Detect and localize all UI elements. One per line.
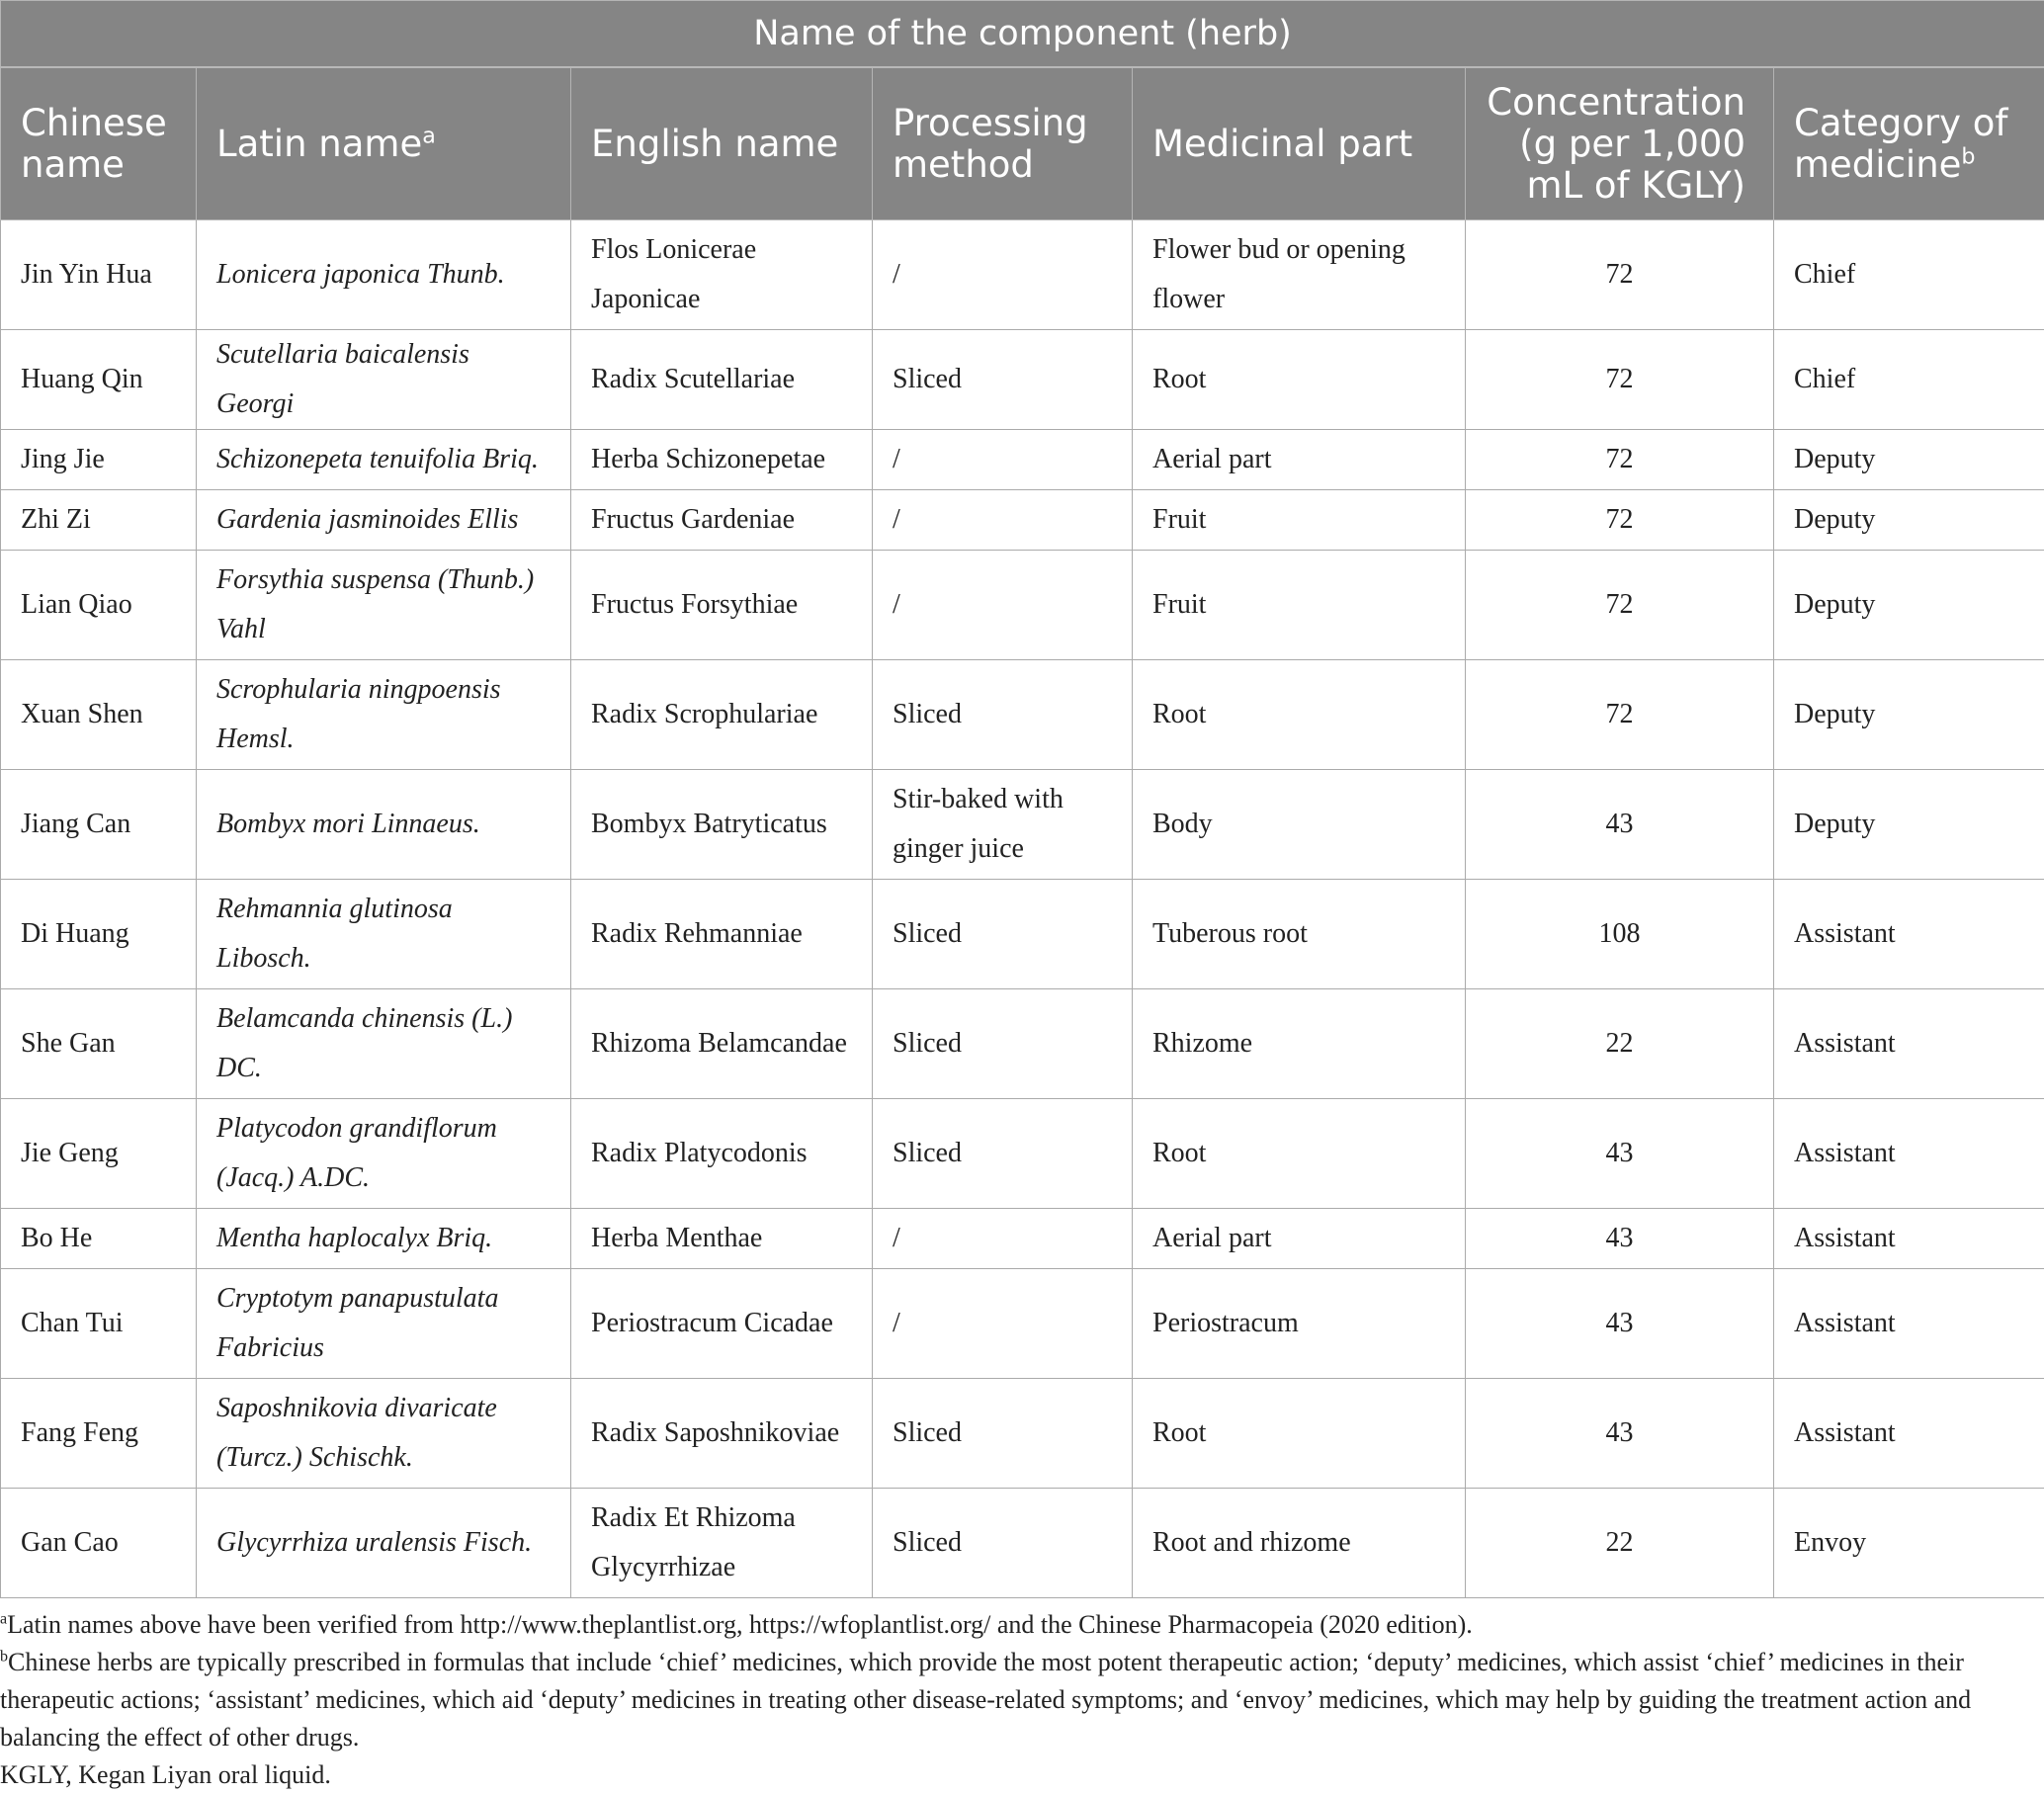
cell-processing: /: [873, 430, 1133, 490]
cell-category: Deputy: [1774, 660, 2044, 770]
cell-chinese: Zhi Zi: [1, 490, 197, 551]
table-row: [1, 660, 2044, 770]
column-header-latin: [197, 67, 571, 220]
cell-english: Radix Saposhnikoviae: [571, 1379, 873, 1489]
cell-part: Fruit: [1133, 551, 1466, 660]
column-header-label: Latin name: [216, 123, 422, 165]
table-row: [1, 220, 2044, 330]
cell-category: Envoy: [1774, 1489, 2044, 1598]
column-header-label: Concentration (g per 1,000 mL of KGLY): [1487, 81, 1746, 207]
column-header-part: [1133, 67, 1466, 220]
cell-processing: Sliced: [873, 1379, 1133, 1489]
cell-chinese: Jiang Can: [1, 770, 197, 880]
cell-latin: Gardenia jasminoides Ellis: [197, 490, 571, 551]
column-header-english: [571, 67, 873, 220]
group-header: Name of the component (herb): [1, 1, 2044, 68]
table-row: [1, 770, 2044, 880]
cell-part: Root: [1133, 660, 1466, 770]
cell-english: Rhizoma Belamcandae: [571, 989, 873, 1099]
footnotes: [0, 1598, 2036, 1794]
footnote: [0, 1606, 2036, 1644]
cell-category: Assistant: [1774, 989, 2044, 1099]
column-header-conc: [1466, 67, 1774, 220]
cell-part: Aerial part: [1133, 430, 1466, 490]
column-header-chinese: [1, 67, 197, 220]
cell-conc: 22: [1466, 1489, 1774, 1598]
cell-processing: Sliced: [873, 880, 1133, 989]
cell-processing: Sliced: [873, 330, 1133, 430]
cell-conc: 72: [1466, 660, 1774, 770]
cell-processing: /: [873, 551, 1133, 660]
footnote-text: Chinese herbs are typically prescribed in formulas that include ‘chief’ medicines, which provide the most potent therapeutic action; ‘deputy’ medicines, which assist ‘chief’ medicines in their therapeutic actions; ‘assistant’ medicines, which aid ‘deputy’ medicines in treating other disease-related symptoms; and ‘envoy’ medicines, which may help by guiding the treatment action and balancing the effect of other drugs.: [0, 1648, 1971, 1751]
cell-conc: 72: [1466, 430, 1774, 490]
cell-processing: Sliced: [873, 1489, 1133, 1598]
footnote-marker: a: [0, 1610, 7, 1627]
cell-latin: Scrophularia ningpoensis Hemsl.: [197, 660, 571, 770]
column-header-label: Category of medicine: [1794, 102, 2007, 186]
column-header-label: Medicinal part: [1152, 123, 1412, 165]
cell-chinese: She Gan: [1, 989, 197, 1099]
cell-english: Periostracum Cicadae: [571, 1269, 873, 1379]
table-row: [1, 490, 2044, 551]
cell-category: Deputy: [1774, 430, 2044, 490]
cell-english: Radix Et Rhizoma Glycyrrhizae: [571, 1489, 873, 1598]
cell-chinese: Di Huang: [1, 880, 197, 989]
cell-english: Fructus Gardeniae: [571, 490, 873, 551]
cell-part: Fruit: [1133, 490, 1466, 551]
cell-english: Bombyx Batryticatus: [571, 770, 873, 880]
column-header-label: English name: [591, 123, 838, 165]
cell-part: Tuberous root: [1133, 880, 1466, 989]
cell-english: Herba Menthae: [571, 1209, 873, 1269]
cell-latin: Glycyrrhiza uralensis Fisch.: [197, 1489, 571, 1598]
footnote-marker: b: [1961, 143, 1975, 169]
table-row: [1, 880, 2044, 989]
cell-category: Assistant: [1774, 1379, 2044, 1489]
cell-part: Root: [1133, 1099, 1466, 1209]
cell-latin: Mentha haplocalyx Briq.: [197, 1209, 571, 1269]
column-header-label: Processing method: [893, 102, 1088, 186]
cell-processing: /: [873, 1209, 1133, 1269]
cell-category: Chief: [1774, 330, 2044, 430]
cell-category: Assistant: [1774, 1099, 2044, 1209]
table-row: [1, 551, 2044, 660]
cell-chinese: Jie Geng: [1, 1099, 197, 1209]
cell-processing: Stir-baked with ginger juice: [873, 770, 1133, 880]
cell-part: Periostracum: [1133, 1269, 1466, 1379]
column-header-processing: [873, 67, 1133, 220]
cell-processing: Sliced: [873, 660, 1133, 770]
cell-processing: Sliced: [873, 989, 1133, 1099]
cell-processing: /: [873, 1269, 1133, 1379]
cell-part: Root: [1133, 330, 1466, 430]
cell-english: Radix Scutellariae: [571, 330, 873, 430]
footnote-marker: a: [422, 123, 436, 148]
table-row: [1, 1209, 2044, 1269]
footnote-text: KGLY, Kegan Liyan oral liquid.: [0, 1760, 331, 1789]
cell-conc: 43: [1466, 1379, 1774, 1489]
cell-chinese: Jing Jie: [1, 430, 197, 490]
cell-category: Assistant: [1774, 1269, 2044, 1379]
cell-category: Chief: [1774, 220, 2044, 330]
cell-conc: 72: [1466, 330, 1774, 430]
cell-conc: 43: [1466, 770, 1774, 880]
cell-category: Assistant: [1774, 1209, 2044, 1269]
cell-part: Rhizome: [1133, 989, 1466, 1099]
cell-latin: Schizonepeta tenuifolia Briq.: [197, 430, 571, 490]
cell-english: Radix Rehmanniae: [571, 880, 873, 989]
cell-conc: 43: [1466, 1269, 1774, 1379]
cell-conc: 43: [1466, 1099, 1774, 1209]
cell-chinese: Lian Qiao: [1, 551, 197, 660]
table-row: [1, 1489, 2044, 1598]
cell-conc: 72: [1466, 551, 1774, 660]
cell-part: Aerial part: [1133, 1209, 1466, 1269]
table-body: [1, 220, 2044, 1598]
cell-conc: 72: [1466, 490, 1774, 551]
cell-category: Deputy: [1774, 490, 2044, 551]
table-row: [1, 1099, 2044, 1209]
footnote-text: Latin names above have been verified from http://www.theplantlist.org, https://wfoplantlist.org/ and the Chinese Pharmacopeia (2020 edition).: [7, 1610, 1473, 1639]
table-row: [1, 989, 2044, 1099]
cell-conc: 72: [1466, 220, 1774, 330]
cell-processing: Sliced: [873, 1099, 1133, 1209]
cell-latin: Belamcanda chinensis (L.) DC.: [197, 989, 571, 1099]
cell-chinese: Gan Cao: [1, 1489, 197, 1598]
cell-conc: 108: [1466, 880, 1774, 989]
cell-latin: Cryptotym panapustulata Fabricius: [197, 1269, 571, 1379]
cell-chinese: Bo He: [1, 1209, 197, 1269]
cell-english: Flos Lonicerae Japonicae: [571, 220, 873, 330]
cell-part: Body: [1133, 770, 1466, 880]
cell-latin: Saposhnikovia divaricate (Turcz.) Schischk.: [197, 1379, 571, 1489]
cell-chinese: Chan Tui: [1, 1269, 197, 1379]
cell-part: Root and rhizome: [1133, 1489, 1466, 1598]
cell-processing: /: [873, 220, 1133, 330]
cell-chinese: Xuan Shen: [1, 660, 197, 770]
footnote: [0, 1644, 2036, 1756]
cell-part: Flower bud or opening flower: [1133, 220, 1466, 330]
table-row: [1, 330, 2044, 430]
cell-category: Assistant: [1774, 880, 2044, 989]
column-header-row: [1, 67, 2044, 220]
footnote-marker: b: [0, 1648, 8, 1665]
cell-english: Radix Platycodonis: [571, 1099, 873, 1209]
cell-latin: Scutellaria baicalensis Georgi: [197, 330, 571, 430]
column-header-category: [1774, 67, 2044, 220]
footnote: [0, 1756, 2036, 1794]
cell-category: Deputy: [1774, 551, 2044, 660]
table-row: [1, 1379, 2044, 1489]
table-row: [1, 430, 2044, 490]
cell-chinese: Huang Qin: [1, 330, 197, 430]
cell-part: Root: [1133, 1379, 1466, 1489]
cell-latin: Platycodon grandiflorum (Jacq.) A.DC.: [197, 1099, 571, 1209]
cell-english: Radix Scrophulariae: [571, 660, 873, 770]
column-header-label: Chinese name: [21, 102, 167, 186]
cell-category: Deputy: [1774, 770, 2044, 880]
cell-conc: 43: [1466, 1209, 1774, 1269]
cell-latin: Rehmannia glutinosa Libosch.: [197, 880, 571, 989]
cell-conc: 22: [1466, 989, 1774, 1099]
cell-english: Fructus Forsythiae: [571, 551, 873, 660]
table-row: [1, 1269, 2044, 1379]
cell-processing: /: [873, 490, 1133, 551]
cell-latin: Lonicera japonica Thunb.: [197, 220, 571, 330]
cell-english: Herba Schizonepetae: [571, 430, 873, 490]
cell-chinese: Fang Feng: [1, 1379, 197, 1489]
cell-chinese: Jin Yin Hua: [1, 220, 197, 330]
cell-latin: Bombyx mori Linnaeus.: [197, 770, 571, 880]
cell-latin: Forsythia suspensa (Thunb.) Vahl: [197, 551, 571, 660]
